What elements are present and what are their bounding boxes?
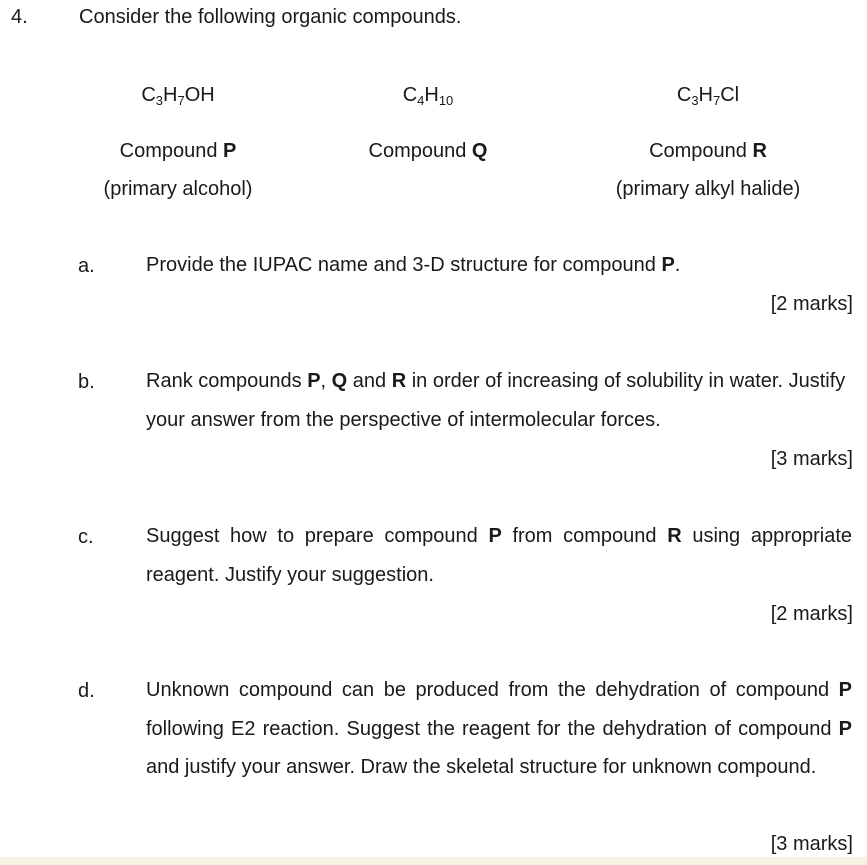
compound-q-name: Compound Q: [368, 140, 488, 162]
formula-segment: 4: [417, 93, 425, 108]
text-segment: P: [307, 370, 321, 392]
part-c-marks: [2 marks]: [770, 603, 853, 625]
formula-segment: C: [676, 84, 692, 106]
formula-segment: H: [698, 84, 713, 106]
formula-segment: C: [402, 84, 418, 106]
text-segment: following E2 reaction. Suggest the reagent for the dehydration of compound: [146, 717, 839, 740]
text-segment: R: [391, 370, 407, 392]
formula-segment: OH: [184, 84, 215, 106]
part-a-marks: [2 marks]: [770, 293, 853, 315]
part-c-text: [146, 517, 852, 594]
text-segment: using appropriate reagent. Justify your suggestion.: [146, 525, 853, 586]
part-d-text: [146, 671, 852, 787]
compound-p-name: Compound P: [119, 140, 237, 162]
text-segment: Q: [331, 370, 348, 392]
page-bottom-strip: [0, 857, 867, 865]
formula-segment: 7: [713, 93, 721, 108]
text-segment: from compound: [501, 525, 668, 547]
formula-segment: 7: [177, 93, 185, 108]
compound-r-formula: [588, 83, 828, 107]
question-intro: Consider the following organic compounds.: [79, 6, 462, 28]
text-segment: Unknown compound can be produced from the dehydration of compound: [146, 679, 839, 701]
text-segment: Provide the IUPAC name and 3-D structure for compound: [146, 254, 662, 276]
text-segment: P: [661, 254, 675, 276]
part-c-label: c.: [78, 526, 94, 548]
text-segment: .: [674, 254, 681, 276]
text-segment: and justify your answer. Draw the skeletal structure for unknown compound.: [146, 756, 817, 778]
question-number: 4.: [11, 6, 28, 28]
text-segment: R: [667, 525, 682, 547]
text-segment: Suggest how to prepare compound: [146, 525, 489, 547]
formula-segment: C: [141, 84, 156, 106]
text-segment: Rank compounds: [146, 370, 308, 392]
formula-segment: 10: [438, 93, 454, 108]
compound-p-formula: [80, 83, 276, 107]
text-segment: ,: [320, 370, 332, 392]
compound-p-description: (primary alcohol): [103, 178, 253, 200]
part-d-label: d.: [78, 680, 95, 702]
formula-segment: Cl: [720, 84, 740, 106]
compound-q-formula: [328, 83, 528, 107]
part-a-text: [146, 246, 852, 285]
formula-segment: H: [163, 84, 178, 106]
text-segment: P: [838, 717, 852, 740]
part-d-marks: [3 marks]: [770, 833, 853, 855]
formula-segment: H: [424, 84, 439, 106]
compound-r-name: Compound R: [649, 140, 767, 162]
formula-segment: 3: [155, 93, 163, 108]
text-segment: and: [347, 370, 392, 392]
part-b-marks: [3 marks]: [770, 448, 853, 470]
text-segment: P: [838, 679, 852, 701]
text-segment: in order of increasing of solubility in water. Justify your answer from the perspective of intermolecular forces.: [146, 370, 846, 431]
text-segment: P: [488, 525, 502, 547]
part-b-text: [146, 362, 852, 439]
part-b-label: b.: [78, 371, 95, 393]
formula-segment: 3: [691, 93, 699, 108]
part-a-label: a.: [78, 255, 95, 277]
compound-r-description: (primary alkyl halide): [615, 178, 801, 200]
